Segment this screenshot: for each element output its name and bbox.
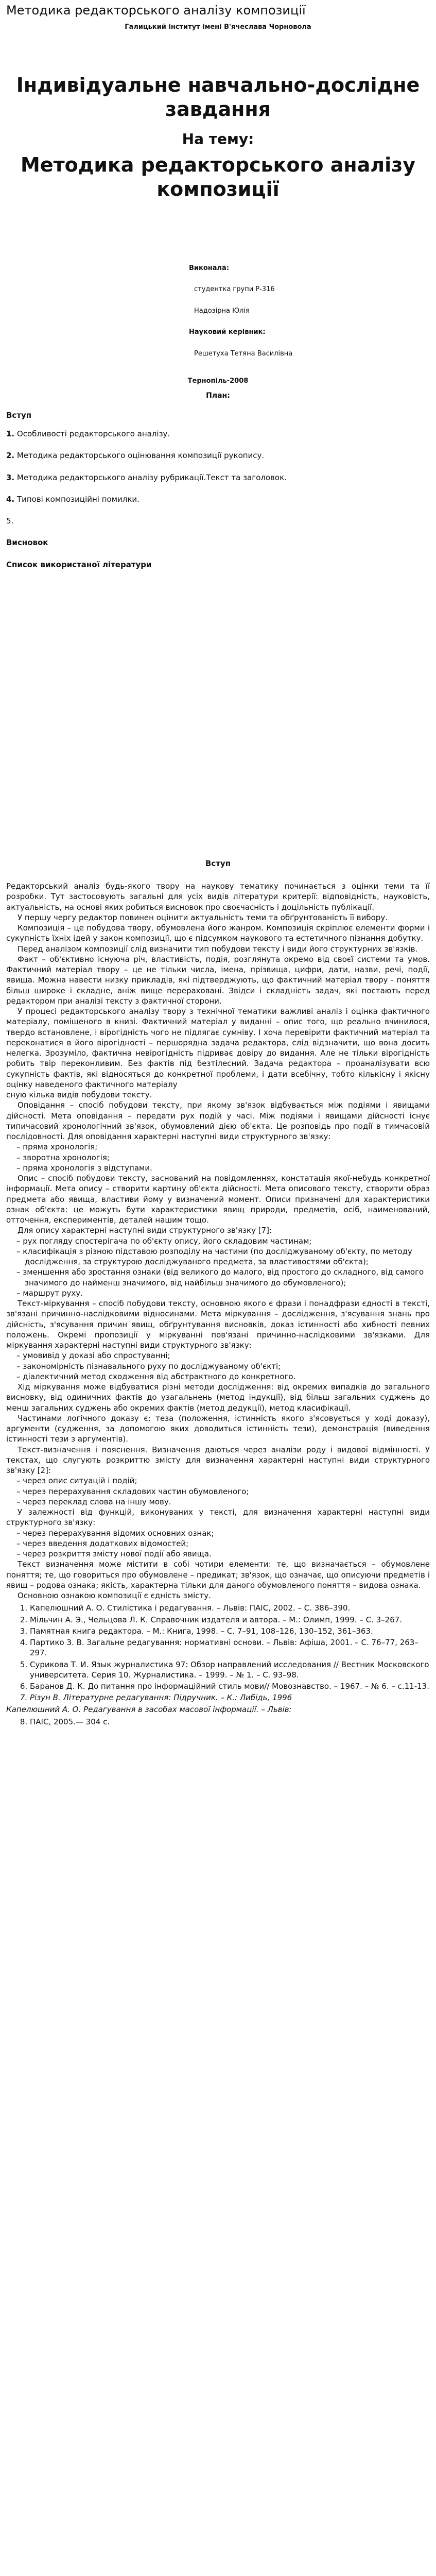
paragraph: Перед аналізом композиції слід визначити тип побудови тексту і види його структурних зв'язків. bbox=[18, 944, 418, 954]
table-of-contents bbox=[6, 410, 430, 570]
toc-item-number: 1. bbox=[6, 429, 15, 439]
paragraph: Частинами логічного доказу є: теза (положення, істинність якого з'ясовується у ході доказу), аргументи (судження, за допомогою яких доводиться істинність тези), демонстрація (виведення істинності тези з аргументів). bbox=[6, 1413, 430, 1444]
toc-item bbox=[6, 516, 430, 526]
toc-item bbox=[6, 429, 430, 439]
bullet-list bbox=[6, 1528, 430, 1560]
supervisor-name: Решетуха Тетяна Василівна bbox=[194, 349, 293, 358]
paragraph: Композиція – це побудова твору, обумовлена його жанром. Композиція скріплює елементи форми і сукупність їхніх ідей у закон композиції, що є підсумком наукового та естетичного пізнання добутку. bbox=[6, 923, 430, 943]
list-item: – класифікація з різною підставою розподілу на частини (по досліджуваному об'єкту, по методу дослідження, за структурою досліджуваного предмета, за властивостями об'єкта); bbox=[16, 1246, 412, 1267]
reference-item: 2. Мільчин А. Э., Чельцова Л. К. Справочник издателя и автора. – М.: Олимп, 1999. – С. 3–267. bbox=[30, 1615, 430, 1625]
supervisor-label: Науковий керівник: bbox=[189, 328, 266, 336]
reference-item: 4. Партико З. В. Загальне редагування: нормативні основи. – Львів: Афіша, 2001. – С. 76–77, 263–297. bbox=[30, 1637, 430, 1658]
bullet-list bbox=[6, 1142, 430, 1173]
toc-item bbox=[6, 494, 430, 504]
toc-item-text: Особливості редакторського аналізу. bbox=[16, 429, 170, 439]
topic-label: На тему: bbox=[182, 130, 254, 147]
list-item: – через опис ситуацій і подій; bbox=[16, 1476, 137, 1486]
reference-item: 8. ПАІС, 2005.— 304 с. bbox=[30, 1717, 430, 1727]
list-item: – зворотна хронологія; bbox=[16, 1153, 110, 1162]
list-item: – через перерахування складових частин обумовленого; bbox=[16, 1486, 249, 1496]
reference-list-continued bbox=[6, 1717, 430, 1727]
paragraph: сную кілька видів побудови тексту. bbox=[6, 1090, 152, 1100]
list-item: – через розкриття змісту нової події або явища. bbox=[16, 1549, 212, 1559]
list-item: – пряма хронологія; bbox=[16, 1142, 98, 1152]
toc-sources: Список використаної літератури bbox=[6, 560, 152, 569]
paragraph: Опис – спосіб побудови тексту, заснований на повідомленнях, констатація якої-небудь конкретної інформації. Мета опису – створити картину об'єкта дійсності. Мета описового тексту, створити образ предмета або явища, властиви йому у визначений момент. Описи призначені для характеристики ознак об'єкта: це можуть бути характеристики явищ природи, предметів, осіб, наименований, отточення, експериментів, деталей нашим тощо. bbox=[6, 1174, 430, 1225]
topic-title: Методика редакторського аналізу композиції bbox=[20, 153, 415, 201]
reference-list bbox=[6, 1603, 430, 1703]
list-item: – рух погляду спостерігача по об'єкту опису, його складовим частинам; bbox=[16, 1236, 312, 1246]
toc-item-text: Методика редакторського аналізу рубрикації.Текст та заголовок. bbox=[16, 472, 287, 482]
paragraph: Для опису характерні наступні види структурного зв'язку [7]: bbox=[18, 1226, 272, 1235]
student-group: студентка групи Р-316 bbox=[194, 285, 275, 294]
paragraph: Факт – об'єктивно існуюча річ, властивість, подія, розглянута окремо від своєї системи та умов. Фактичний матеріал твору – це не тільки числа, імена, прізвища, цифри, дати, назви, речі, події, явища. Можна навести низку прикладів, які підтверджують, що фактичний матеріал твору - поняття більш широке і складне, аніж вище перераховані. Звідси і складність задач, які постають перед редактором при аналізі тексту з фактичної сторони. bbox=[6, 954, 430, 1006]
reference-item: 7. Різун В. Літературне редагування: Підручник. – К.: Либідь, 1996 bbox=[30, 1692, 430, 1703]
paragraph: Текст-визначення і пояснення. Визначення даються через аналізи роду і видової відмінності. У текстах, що слугують розкриттю змісту для визначення характерні наступні види структурного зв'язку [2]: bbox=[6, 1445, 430, 1476]
document-title: Методика редакторського аналізу композиції bbox=[6, 3, 306, 18]
list-item: – маршрут руху. bbox=[16, 1288, 83, 1298]
author-block bbox=[189, 264, 430, 359]
city-year: Тернопіль-2008 bbox=[187, 377, 249, 385]
paragraph: Капелюшний А. О. Редагування в засобах масової інформації. – Львів: bbox=[6, 1704, 292, 1714]
list-item: – зменшення або зростання ознаки (від великого до малого, від простого до складного, від самого значимого до найменш значимого, від найбільш значимого до обумовленого); bbox=[16, 1267, 424, 1287]
toc-item bbox=[6, 472, 430, 483]
toc-intro: Вступ bbox=[6, 410, 32, 420]
main-title: Індивідуальне навчально-дослідне завдання bbox=[16, 73, 420, 121]
toc-item-text: Типові композиційні помилки. bbox=[16, 494, 139, 504]
list-item: – через переклад слова на іншу мову. bbox=[16, 1497, 171, 1506]
list-item: – пряма хронологія з відступами. bbox=[16, 1163, 152, 1173]
toc-item bbox=[6, 450, 430, 461]
list-item: – через перерахування відомих основних ознак; bbox=[16, 1528, 214, 1538]
toc-conclusions: Висновок bbox=[6, 538, 48, 548]
toc-item-number: 2. bbox=[6, 451, 15, 461]
list-item: – закономірність пізнавального руху по досліджуваному об'єкті; bbox=[16, 1361, 281, 1371]
student-name: Надозірна Юлія bbox=[194, 307, 250, 315]
bullet-list bbox=[6, 1350, 430, 1382]
paragraph: Хід міркування може відбуватися різні методи дослідження: від окремих випадків до загального висновку, від одиничних фактів до узагальнень (метод індукції), від більш загальних суджень до менш загальних суджень або окремих фактів (метод дедукції), метод класифікації. bbox=[6, 1382, 430, 1413]
paragraph: У процесі редакторського аналізу твору з технічної тематики важливі аналіз і оцінка фактичного матеріалу, поміщеного в книзі. Фактичний матеріал у виданні – опис того, що реально вчинилося, твердо встановлене, і вірогідність чого не підлягає сумніву. І хоча перевірити фактичний матеріал та переконатися в його вірогідності – першорядна задача редактора, слід відзначити, що вона досить нелегка. Зрозуміло, фактична невірогідність підриває довіру до видання. Але не тільки вірогідність робить твір переконливим. Без фактів під безтілесний. Задача редактора – проаналізувати всю сукупність фактів, які відносяться до конкретної проблеми, і дати всебічну, тобто кількісну і якісну оцінку наведеного фактичного матеріалу bbox=[6, 1007, 430, 1089]
paragraph: Текст визначення може містити в собі чотири елементи: те, що визначається – обумовлене поняття; те, що говориться про обумовлене – предикат; зв'язок, що означає, що описуючи предметів і явищ – родова ознака; якість, характерна тільки для даного обумовленого поняття – видова ознака. bbox=[6, 1560, 430, 1590]
reference-item: 5. Сурикова Т. И. Язык журналистика 97: Обзор направлений исследования // Вестник Московского университета. Серия 10. Журналистика. – 1999. – № 1. – С. 93–98. bbox=[30, 1659, 430, 1681]
paragraph: Основною ознакою композиції є єдність змісту. bbox=[18, 1591, 211, 1601]
list-item: – через введення додаткових відомостей; bbox=[16, 1538, 189, 1548]
intro-body bbox=[6, 881, 430, 1727]
reference-item: 3. Памятная книга редактора. – М.: Книга, 1998. – С. 7–91, 108–126, 130–152, 361–363. bbox=[30, 1626, 430, 1636]
completed-label: Виконала: bbox=[189, 264, 230, 272]
bullet-list bbox=[6, 1476, 430, 1507]
paragraph: Оповідання – спосіб побудови тексту, при якому зв'язок відбувається між подіями і явищами дійсності. Мета оповідання – передати рух подій у часі. Між подіями і явищами дійсності існує типичасовий хронологічний зв'язок, обумовлений дією об'єкта. Це розповідь про події в тимчасовій послідовності. Для оповідання характерні наступні види структурного зв'язку: bbox=[6, 1100, 430, 1142]
intro-heading: Вступ bbox=[205, 858, 231, 868]
paragraph: Редакторський аналіз будь-якого твору на наукову тематику починається з оцінки теми та її розробки. Тут застосовують загальні для усіх видів літератури критерії: відповідність, науковість, актуальність, на основі яких робиться висновок про своєчасність і доцільність публікації. bbox=[6, 882, 430, 912]
paragraph: У першу чергу редактор повинен оцінити актуальність теми та обґрунтованість її вибору. bbox=[18, 912, 388, 922]
toc-item-text: Методика редакторського оцінювання композиції рукопису. bbox=[16, 451, 265, 461]
plan-title: План: bbox=[206, 392, 230, 400]
paragraph: У залежності від функцій, виконуваних у тексті, для визначення характерні наступні види структурного зв'язку: bbox=[6, 1507, 430, 1528]
toc-item-number: 5. bbox=[6, 516, 14, 526]
reference-item: 1. Капелюшний А. О. Стилістика і редагування. – Львів: ПАІС, 2002. – С. 386–390. bbox=[30, 1603, 430, 1613]
list-item: – діалектичний метод сходження від абстрактного до конкретного. bbox=[16, 1371, 296, 1381]
bullet-list bbox=[6, 1236, 430, 1299]
toc-item-number: 4. bbox=[6, 494, 15, 504]
toc-item-number: 3. bbox=[6, 472, 15, 482]
reference-item: 6. Баранов Д. К. До питання про інформаційний стиль мови// Мовознавство. – 1967. – № 6. – с.11-13. bbox=[30, 1681, 430, 1691]
institute-name: Галицький інститут імені В'ячеслава Чорновола bbox=[125, 23, 311, 31]
paragraph: Текст-міркування – спосіб побудови тексту, основною якого є фрази і понадфрази єдності в тексті, зв'язані причинно-наслідковими відносинами. Мета міркування – дослідження, з'ясування знань про дійсність, з'ясування причин явищ, обґрунтування висновків, доказ істинності або хибності певних положень. Окремі пропозиції у міркуванні пов'язані причинно-наслідковими зв'язками. Для міркування характерні наступні види структурного зв'язку: bbox=[6, 1299, 430, 1350]
list-item: – умовивід у доказі або спростуванні; bbox=[16, 1351, 170, 1361]
